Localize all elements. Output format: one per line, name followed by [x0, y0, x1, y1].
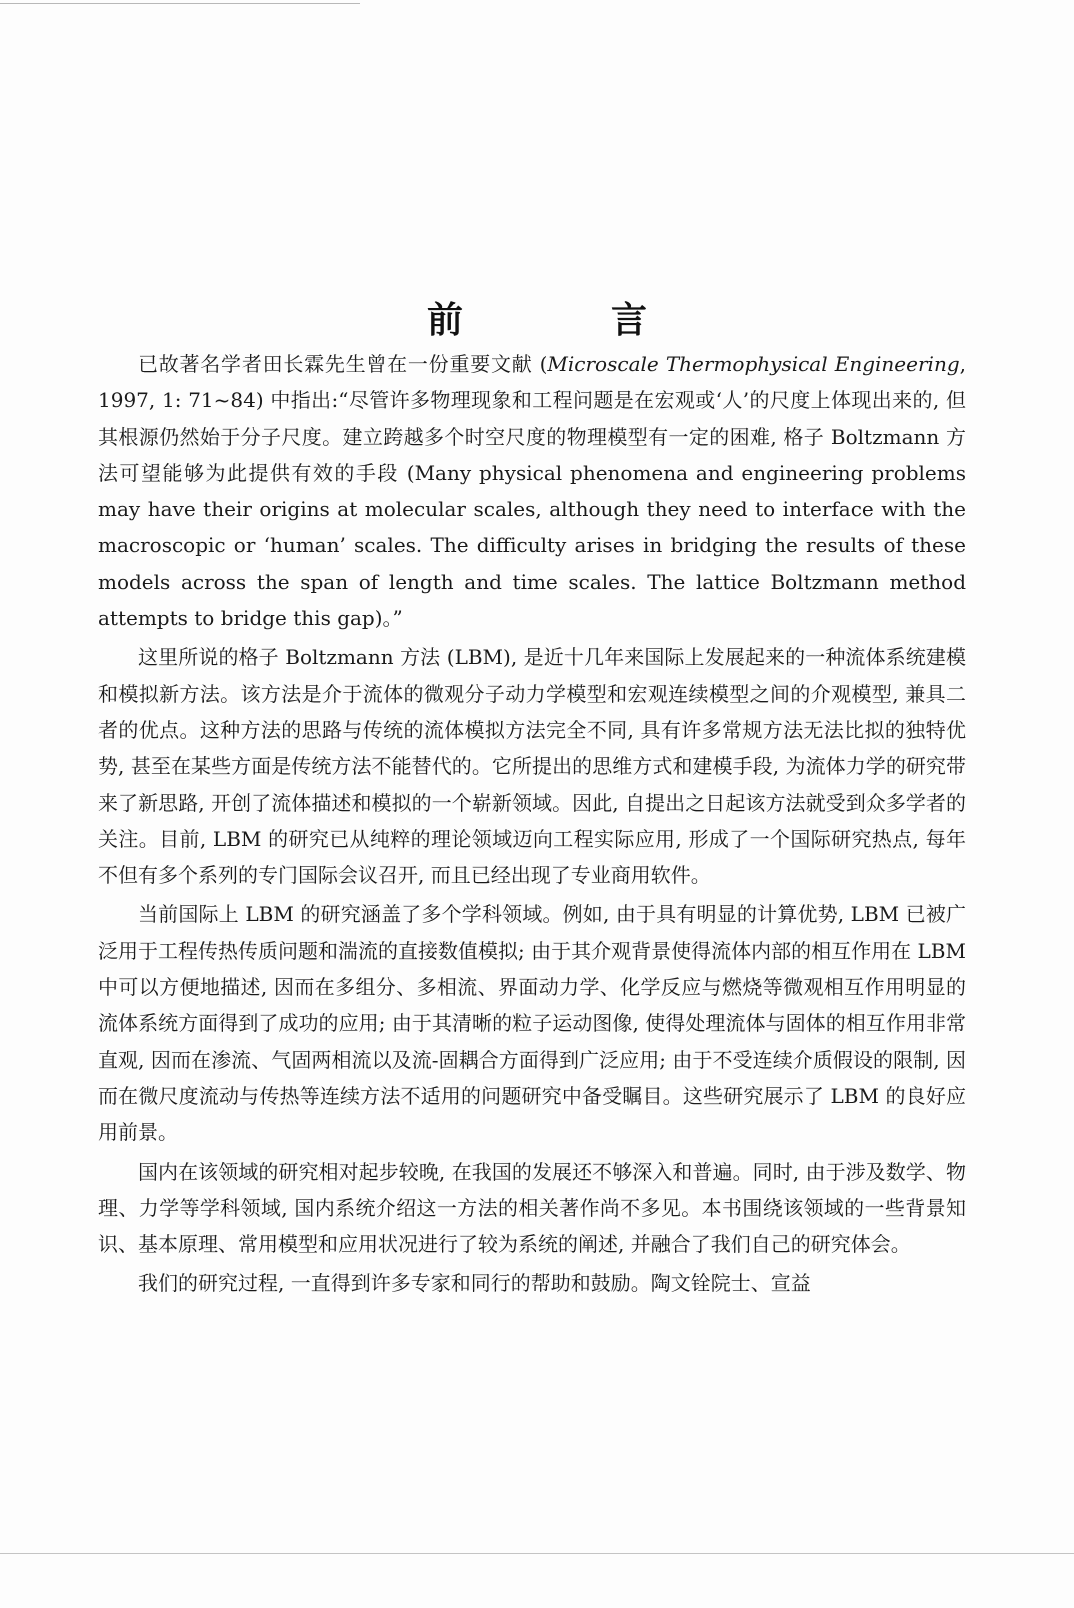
preface-body: [98, 346, 966, 1305]
page-bottom-edge-line: [0, 1553, 1074, 1554]
paragraph-5: 我们的研究过程, 一直得到许多专家和同行的帮助和鼓励。陶文铨院士、宣益: [138, 1271, 811, 1296]
paragraph-4: 国内在该领域的研究相对起步较晚, 在我国的发展还不够深入和普遍。同时, 由于涉及数学、物理、力学等学科领域, 国内系统介绍这一方法的相关著作尚不多见。本书围绕该领域的一些背景知识、基本原理、常用模型和应用状况进行了较为系统的阐述, 并融合了我们自己的研究体会。: [98, 1159, 966, 1257]
paragraph-2: 这里所说的格子 Boltzmann 方法 (LBM), 是近十几年来国际上发展起来的一种流体系统建模和模拟新方法。该方法是介于流体的微观分子动力学模型和宏观连续模型之间的介观模型, 兼具二者的优点。这种方法的思路与传统的流体模拟方法完全不同, 具有许多常规方法无法比拟的独特优势, 甚至在某些方面是传统方法不能替代的。它所提出的思维方式和建模手段, 为流体力学的研究带来了新思路, 开创了流体描述和模拟的一个崭新领域。因此, 自提出之日起该方法就受到众多学者的关注。目前, LBM 的研究已从纯粹的理论领域迈向工程实际应用, 形成了一个国际研究热点, 每年不但有多个系列的专门国际会议召开, 而且已经出现了专业商用软件。: [98, 645, 966, 888]
paragraph-3: 当前国际上 LBM 的研究涵盖了多个学科领域。例如, 由于具有明显的计算优势, LBM 已被广泛用于工程传热传质问题和湍流的直接数值模拟; 由于其介观背景使得流体内部的相互作用在 LBM 中可以方便地描述, 因而在多组分、多相流、界面动力学、化学反应与燃烧等微观相互作用明显的流体系统方面得到了成功的应用; 由于其清晰的粒子运动图像, 使得处理流体与固体的相互作用非常直观, 因而在渗流、气固两相流以及流-固耦合方面得到广泛应用; 由于不受连续介质假设的限制, 因而在微尺度流动与传热等连续方法不适用的问题研究中备受瞩目。这些研究展示了 LBM 的良好应用前景。: [98, 902, 966, 1145]
paragraph-1: [98, 346, 966, 636]
page-title: 前 言: [426, 300, 703, 342]
journal-title: Microscale Thermophysical Engineering: [547, 352, 960, 376]
scan-edge-line: [0, 3, 360, 4]
paragraph-1-pre: 已故著名学者田长霖先生曾在一份重要文献 (: [138, 352, 548, 376]
paragraph-1-post: , 1997, 1: 71~84) 中指出:“尽管许多物理现象和工程问题是在宏观或‘人’的尺度上体现出来的, 但其根源仍然始于分子尺度。建立跨越多个时空尺度的物理模型有一定的困难, 格子 Boltzmann 方法可望能够为此提供有效的手段 (Many physical phenomena and engineering problems may have their origins at molecular scales, although they need to interface with the macroscopic or ‘human’ scales. The difficulty arises in bridging the results of these models across the span of length and time scales. The lattice Boltzmann method attempts to bridge this gap)。”: [98, 352, 966, 631]
